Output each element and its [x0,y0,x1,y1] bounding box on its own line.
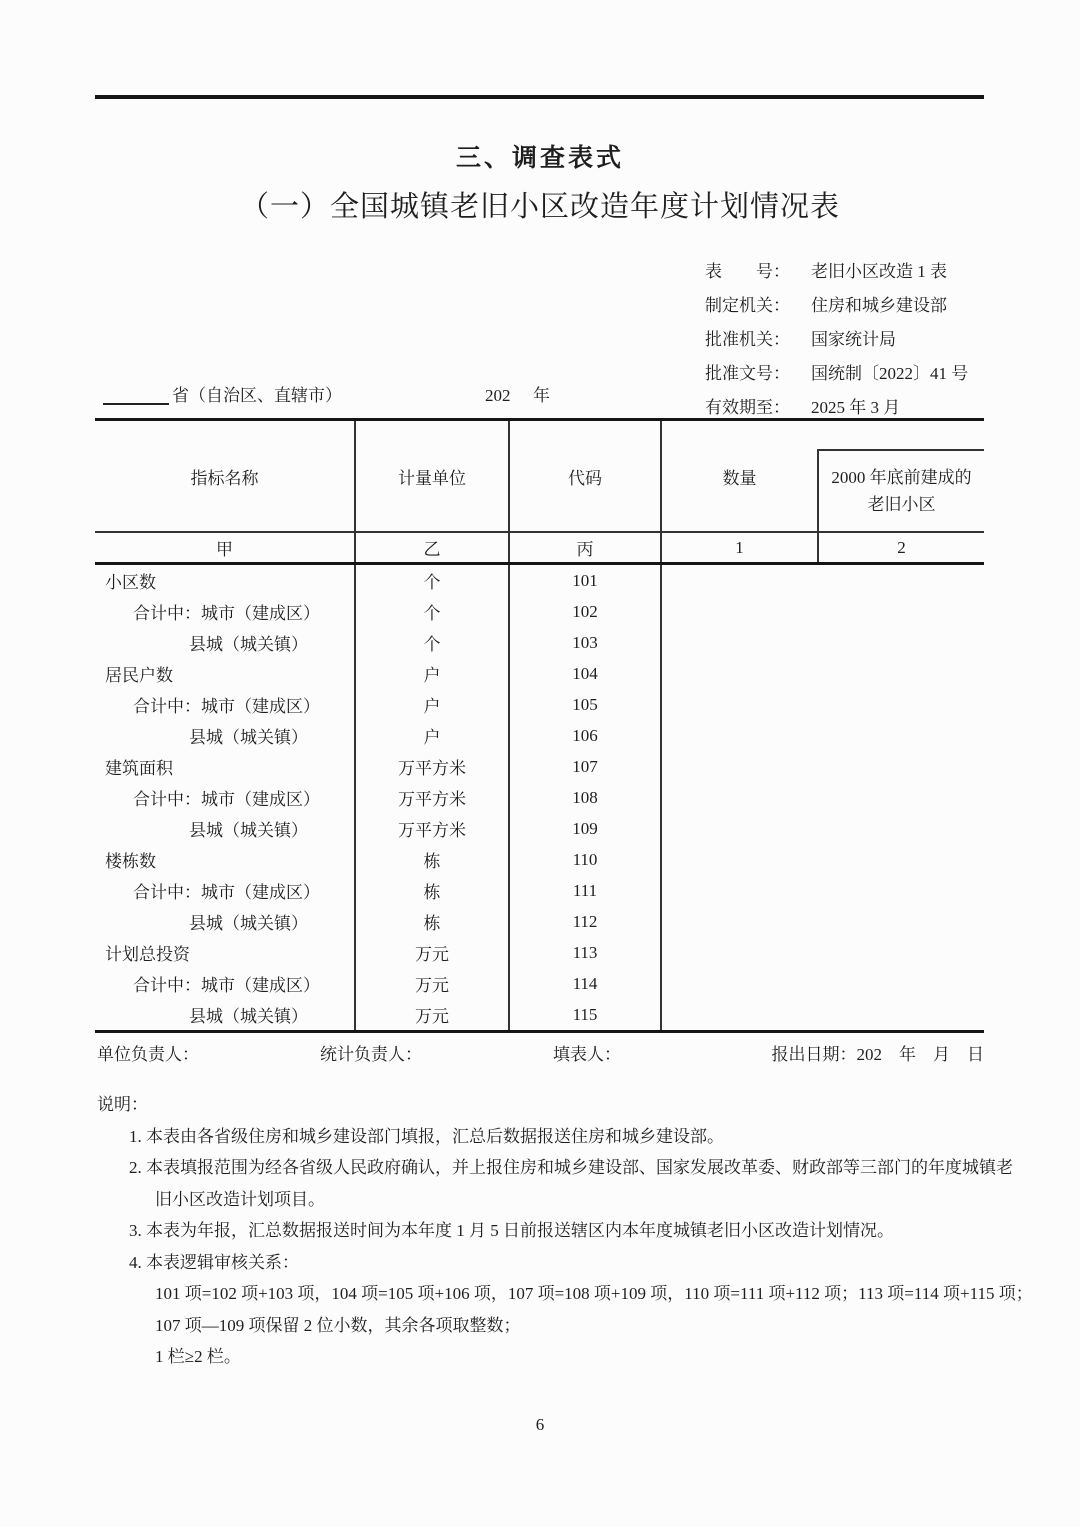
old-district-cell [817,906,984,937]
section-title: 三、调查表式 [455,145,624,172]
table-row [95,627,984,658]
table-row [95,937,984,968]
unit-cell: 万平方米 [354,813,508,844]
note-line: 说明： [97,1095,148,1114]
code-cell: 104 [508,658,660,689]
unit-cell: 个 [354,565,508,596]
table-row [95,689,984,720]
indicator-name-cell: 县城（城关镇） [189,914,308,933]
table-row [95,999,984,1030]
unit-cell: 栋 [354,906,508,937]
code-cell: 110 [508,844,660,875]
quantity-cell [660,813,817,844]
table-row [95,844,984,875]
note-line: 1 栏≥2 栏。 [155,1347,241,1366]
subheader-bing: 丙 [508,533,660,562]
table-row [95,751,984,782]
form-title: （一）全国城镇老旧小区改造年度计划情况表 [239,191,840,223]
note-line: 2. 本表填报范围为经各省级人民政府确认，并上报住房和城乡建设部、国家发展改革委、财政部等三部门的年度城镇老 [129,1158,1013,1177]
note-line: 1. 本表由各省级住房和城乡建设部门填报，汇总后数据报送住房和城乡建设部。 [129,1126,724,1146]
indicator-name-cell: 合计中：城市（建成区） [133,604,320,623]
table-row [95,906,984,937]
quantity-cell [660,565,817,596]
table-subheader-row [95,531,984,565]
signature-line [95,1040,984,1064]
indicator-name-cell: 合计中：城市（建成区） [133,790,320,809]
quantity-cell [660,751,817,782]
subheader-jia: 甲 [216,540,233,559]
quantity-cell [660,689,817,720]
meta-value: 国统制〔2022〕41 号 [811,363,969,383]
unit-cell: 万元 [354,937,508,968]
old-district-cell [817,999,984,1030]
table-row [95,875,984,906]
code-cell: 111 [508,875,660,906]
meta-value: 老旧小区改造 1 表 [811,261,947,281]
unit-cell: 户 [354,689,508,720]
stats-head-label: 统计负责人： [320,1045,422,1064]
header-old-district-box [817,449,984,531]
meta-value: 住房和城乡建设部 [811,295,947,315]
indicator-name-cell: 合计中：城市（建成区） [133,883,320,902]
survey-table [95,418,984,1033]
old-district-cell [817,968,984,999]
header-old-district-line1: 2000 年底前建成的 [831,468,972,487]
code-cell: 105 [508,689,660,720]
indicator-name-cell: 合计中：城市（建成区） [133,697,320,716]
header-code: 代码 [508,421,660,531]
quantity-cell [660,782,817,813]
quantity-cell [660,627,817,658]
table-row [95,813,984,844]
province-fill-line [95,378,984,410]
page-top-rule [95,95,984,99]
code-cell: 106 [508,720,660,751]
meta-label: 表 号： [705,261,790,281]
quantity-cell [660,844,817,875]
table-row [95,720,984,751]
old-district-cell [817,782,984,813]
old-district-cell [817,875,984,906]
unit-cell: 栋 [354,844,508,875]
quantity-cell [660,999,817,1030]
report-date-label: 报出日期：202 年 月 日 [771,1045,984,1064]
meta-row [705,320,968,354]
old-district-cell [817,751,984,782]
old-district-cell [817,720,984,751]
meta-value: 国家统计局 [811,329,896,349]
meta-value: 2025 年 3 月 [811,397,901,417]
unit-cell: 万平方米 [354,782,508,813]
unit-cell: 户 [354,720,508,751]
meta-label: 批准文号： [705,363,790,383]
indicator-name-cell: 县城（城关镇） [189,821,308,840]
unit-cell: 栋 [354,875,508,906]
meta-row [705,252,968,286]
subheader-yi: 乙 [354,533,508,562]
unit-cell: 个 [354,627,508,658]
old-district-cell [817,689,984,720]
old-district-cell [817,813,984,844]
subheader-1: 1 [660,533,817,562]
code-cell: 102 [508,596,660,627]
quantity-cell [660,658,817,689]
indicator-name-cell: 县城（城关镇） [189,728,308,747]
year-label: 年 [533,386,550,405]
year-prefix: 202 [485,386,511,405]
header-indicator-name: 指标名称 [190,468,259,488]
code-cell: 101 [508,565,660,596]
meta-row [705,286,968,320]
table-body [95,565,984,1033]
code-cell: 108 [508,782,660,813]
old-district-cell [817,844,984,875]
table-row [95,968,984,999]
table-row [95,658,984,689]
unit-head-label: 单位负责人： [97,1045,199,1064]
code-cell: 107 [508,751,660,782]
table-header-row [95,421,984,531]
indicator-name-cell: 居民户数 [105,666,173,685]
code-cell: 103 [508,627,660,658]
quantity-cell [660,937,817,968]
header-old-district-cell [817,421,984,531]
note-line: 4. 本表逻辑审核关系： [129,1252,299,1272]
code-cell: 114 [508,968,660,999]
old-district-cell [817,937,984,968]
header-quantity: 数量 [660,421,817,531]
meta-label: 有效期至： [705,397,790,417]
preparer-label: 填表人： [553,1045,621,1064]
table-row [95,596,984,627]
indicator-name-cell: 县城（城关镇） [189,1007,308,1026]
quantity-cell [660,596,817,627]
quantity-cell [660,875,817,906]
old-district-cell [817,658,984,689]
indicator-name-cell: 楼栋数 [105,852,156,871]
note-line: 101 项=102 项+103 项，104 项=105 项+106 项，107 项=108 项+109 项，110 项=111 项+112 项；113 项=114 项+115 项； [155,1284,1033,1303]
unit-cell: 万元 [354,968,508,999]
indicator-name-cell: 合计中：城市（建成区） [133,976,320,995]
unit-cell: 万平方米 [354,751,508,782]
quantity-cell [660,906,817,937]
old-district-cell [817,596,984,627]
indicator-name-cell: 计划总投资 [105,945,190,964]
subheader-2: 2 [817,533,984,562]
table-row [95,565,984,596]
code-cell: 113 [508,937,660,968]
page-number: 6 [535,1415,545,1434]
header-old-district-line2: 老旧小区 [867,495,936,514]
unit-cell: 个 [354,596,508,627]
table-row [95,782,984,813]
old-district-cell [817,627,984,658]
old-district-cell [817,565,984,596]
province-blank-underline [103,403,169,405]
code-cell: 109 [508,813,660,844]
note-line: 旧小区改造计划项目。 [155,1189,325,1209]
header-unit: 计量单位 [354,421,508,531]
note-line: 3. 本表为年报，汇总数据报送时间为本年度 1 月 5 日前报送辖区内本年度城镇老旧小区改造计划情况。 [129,1221,894,1240]
quantity-cell [660,968,817,999]
code-cell: 115 [508,999,660,1030]
province-label: 省（自治区、直辖市） [172,386,342,405]
unit-cell: 户 [354,658,508,689]
quantity-cell [660,720,817,751]
notes-section [95,1089,1033,1373]
unit-cell: 万元 [354,999,508,1030]
code-cell: 112 [508,906,660,937]
note-line: 107 项—109 项保留 2 位小数，其余各项取整数； [155,1315,521,1335]
meta-label: 批准机关： [705,329,790,349]
indicator-name-cell: 建筑面积 [105,759,173,778]
indicator-name-cell: 小区数 [105,573,156,592]
meta-label: 制定机关： [705,295,790,315]
indicator-name-cell: 县城（城关镇） [189,635,308,654]
